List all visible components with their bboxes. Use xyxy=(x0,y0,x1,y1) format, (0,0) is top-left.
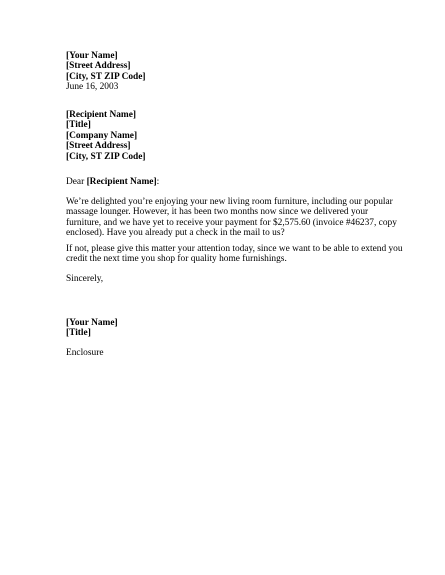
recipient-address-block xyxy=(66,110,406,162)
body-paragraph-2 xyxy=(66,244,406,265)
signature-block xyxy=(66,318,406,339)
salutation-recipient-name: [Recipient Name] xyxy=(86,177,157,187)
salutation-suffix: : xyxy=(156,177,160,187)
sender-street-address: [Street Address] xyxy=(66,61,131,72)
recipient-street-address: [Street Address] xyxy=(66,141,131,152)
signature-title: [Title] xyxy=(66,328,91,339)
body-paragraph-1-line: enclosed). Have you already put a check in the mail to us? xyxy=(66,228,285,239)
sender-name: [Your Name] xyxy=(66,51,118,61)
closing xyxy=(66,274,406,284)
recipient-city-state-zip: [City, ST ZIP Code] xyxy=(66,151,146,162)
salutation xyxy=(66,177,406,187)
recipient-company: [Company Name] xyxy=(66,130,138,141)
recipient-title: [Title] xyxy=(66,120,91,131)
closing-text: Sincerely, xyxy=(66,274,104,284)
body-paragraph-1-line: massage lounger. However, it has been two months now since we delivered your xyxy=(66,207,369,218)
signature-name: [Your Name] xyxy=(66,318,118,328)
salutation-line xyxy=(66,177,406,187)
body-paragraph-1-line: We’re delighted you’re enjoying your new living room furniture, including our popular xyxy=(66,197,393,207)
body-paragraph-2-line: credit the next time you shop for quality home furnishings. xyxy=(66,254,287,265)
letter-date: June 16, 2003 xyxy=(66,82,119,93)
sender-city-state-zip: [City, ST ZIP Code] xyxy=(66,71,146,82)
recipient-name: [Recipient Name] xyxy=(66,110,137,120)
body-paragraph-1-line: furniture, and we have yet to receive your payment for $2,575.60 (invoice #46237, copy xyxy=(66,217,397,228)
body-paragraph-1 xyxy=(66,197,406,239)
enclosure-notation xyxy=(66,348,406,358)
sender-address-block xyxy=(66,51,406,93)
enclosure-text: Enclosure xyxy=(66,348,104,358)
salutation-prefix: Dear xyxy=(66,177,87,187)
body-paragraph-2-line: If not, please give this matter your attention today, since we want to be able to extend you xyxy=(66,244,403,254)
